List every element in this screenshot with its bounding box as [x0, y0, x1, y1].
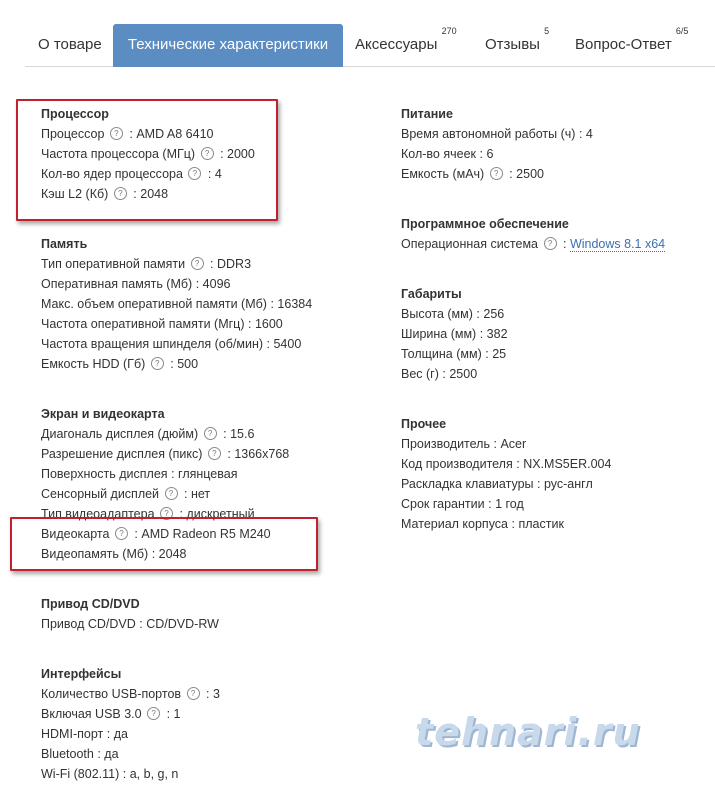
spec-value: CD/DVD-RW [146, 617, 219, 631]
spec-label: Срок гарантии [401, 497, 485, 511]
spec-separator: : [537, 477, 541, 491]
spec-value: 2500 [449, 367, 478, 381]
help-icon[interactable]: ? [165, 487, 178, 500]
spec-row [401, 454, 715, 474]
spec-separator: : [516, 457, 520, 471]
spec-section [401, 214, 715, 254]
spec-section-title: Прочее [401, 417, 447, 431]
spec-value: дискретный [186, 507, 255, 521]
spec-separator: : [562, 237, 567, 251]
spec-separator: : [442, 367, 446, 381]
spec-row [41, 704, 371, 724]
help-icon[interactable]: ? [147, 707, 160, 720]
help-icon[interactable]: ? [191, 257, 204, 270]
spec-value: 500 [177, 357, 199, 371]
spec-row [401, 234, 715, 254]
spec-separator: : [171, 467, 175, 481]
spec-label: Кол-во ядер процессора [41, 167, 183, 181]
spec-separator: : [97, 747, 101, 761]
spec-value: 1 год [495, 497, 524, 511]
spec-label: Сенсорный дисплей [41, 487, 160, 501]
spec-separator: : [184, 487, 188, 501]
spec-row [41, 504, 371, 524]
spec-value: 3 [212, 687, 220, 701]
spec-row [401, 344, 715, 364]
spec-section-title: Привод CD/DVD [41, 597, 140, 611]
spec-value: 15.6 [230, 427, 255, 441]
spec-label: Вес (г) [401, 367, 439, 381]
spec-row [41, 354, 371, 374]
tab-reviews[interactable] [485, 24, 549, 66]
spec-value: 4 [214, 167, 222, 181]
spec-value: рус-англ [543, 477, 593, 491]
spec-row [41, 164, 371, 184]
help-icon[interactable]: ? [187, 687, 200, 700]
spec-row [41, 724, 371, 744]
spec-label: Раскладка клавиатуры [401, 477, 534, 491]
spec-separator: : [479, 147, 483, 161]
tab-label: О товаре [38, 36, 102, 53]
spec-row [41, 444, 371, 464]
spec-label: Оперативная память (Мб) [41, 277, 193, 291]
help-icon[interactable]: ? [114, 187, 127, 200]
spec-label: Поверхность дисплея [41, 467, 168, 481]
spec-value: 256 [483, 307, 505, 321]
spec-separator: : [106, 727, 111, 741]
spec-separator: : [578, 127, 583, 141]
spec-value: 4096 [202, 277, 231, 291]
spec-section-title: Интерфейсы [41, 667, 122, 681]
spec-value: 25 [492, 347, 507, 361]
spec-value: a, b, g, n [129, 767, 179, 781]
spec-value: 1600 [254, 317, 283, 331]
spec-separator: : [493, 437, 497, 451]
spec-value: пластик [518, 517, 564, 531]
spec-label: Ширина (мм) [401, 327, 477, 341]
spec-label: Wi-Fi (802.11) [41, 767, 120, 781]
spec-row [401, 124, 715, 144]
spec-label: Макс. объем оперативной памяти (Мб) [41, 297, 267, 311]
spec-value: 4 [585, 127, 593, 141]
spec-row [41, 614, 371, 634]
spec-label: Частота процессора (МГц) [41, 147, 196, 161]
spec-value: 2048 [140, 187, 169, 201]
spec-separator: : [179, 507, 183, 521]
spec-separator: : [195, 277, 200, 291]
spec-label: Количество USB-портов [41, 687, 182, 701]
spec-separator: : [488, 497, 492, 511]
spec-section-title: Память [41, 237, 88, 251]
spec-separator: : [476, 307, 480, 321]
spec-label: HDMI-порт [41, 727, 104, 741]
spec-section [41, 234, 371, 374]
spec-separator: : [151, 547, 156, 561]
spec-value: да [113, 727, 128, 741]
spec-label: Видеопамять (Мб) [41, 547, 149, 561]
spec-separator: : [485, 347, 489, 361]
spec-value: 6 [486, 147, 494, 161]
spec-value: 5400 [273, 337, 302, 351]
spec-row [41, 484, 371, 504]
spec-section [41, 594, 371, 634]
spec-label: Толщина (мм) [401, 347, 482, 361]
spec-label: Тип видеоадаптера [41, 507, 155, 521]
help-icon[interactable]: ? [201, 147, 214, 160]
spec-label: Операционная система [401, 237, 539, 251]
spec-separator: : [207, 167, 212, 181]
spec-row [41, 544, 371, 564]
tab-count-badge: 5 [544, 26, 550, 36]
spec-label: Частота вращения шпинделя (об/мин) [41, 337, 264, 351]
spec-row [41, 764, 371, 784]
spec-value: нет [190, 487, 211, 501]
spec-value: AMD Radeon R5 M240 [141, 527, 271, 541]
spec-row [41, 314, 371, 334]
spec-row [401, 474, 715, 494]
spec-separator: : [210, 257, 214, 271]
help-icon[interactable]: ? [151, 357, 164, 370]
spec-separator: : [166, 707, 171, 721]
spec-section [401, 284, 715, 384]
tab-count-badge: 6/5 [675, 26, 689, 36]
spec-value: 2000 [227, 147, 255, 161]
spec-row [41, 274, 371, 294]
spec-label: Bluetooth [41, 747, 94, 761]
spec-section-title: Процессор [41, 107, 109, 121]
help-icon[interactable]: ? [188, 167, 201, 180]
spec-row [41, 184, 371, 204]
spec-value: DDR3 [217, 257, 252, 271]
tab-label: Отзывы [485, 36, 540, 53]
spec-value: Acer [500, 437, 527, 451]
spec-row [401, 304, 715, 324]
spec-value: 1366x768 [234, 447, 290, 461]
spec-section [401, 414, 715, 534]
spec-separator: : [270, 297, 274, 311]
spec-separator: : [122, 767, 127, 781]
spec-row [401, 144, 715, 164]
spec-row [401, 494, 715, 514]
spec-separator: : [509, 167, 513, 181]
spec-row [41, 744, 371, 764]
help-icon[interactable]: ? [490, 167, 503, 180]
spec-row [41, 254, 371, 274]
spec-label: Материал корпуса [401, 517, 509, 531]
spec-label: Разрешение дисплея (пикс) [41, 447, 203, 461]
spec-separator: : [266, 337, 270, 351]
spec-separator: : [511, 517, 515, 531]
tab-label: Технические характеристики [127, 36, 329, 53]
spec-section-title: Экран и видеокарта [41, 407, 165, 421]
spec-section-title: Габариты [401, 287, 462, 301]
spec-row [401, 364, 715, 384]
spec-separator: : [139, 617, 143, 631]
tab-count-badge: 270 [441, 26, 457, 36]
watermark-logo: tehnari.ru [415, 710, 641, 754]
spec-label: Высота (мм) [401, 307, 473, 321]
spec-label: Процессор [41, 127, 105, 141]
help-icon[interactable]: ? [204, 427, 217, 440]
spec-section-title: Программное обеспечение [401, 217, 569, 231]
spec-section [41, 664, 371, 784]
spec-separator: : [170, 357, 174, 371]
spec-section [41, 104, 371, 204]
spec-value: да [104, 747, 119, 761]
help-icon[interactable]: ? [110, 127, 123, 140]
tab-bar [25, 24, 715, 67]
spec-value: 2500 [516, 167, 544, 181]
spec-label: Кэш L2 (Кб) [41, 187, 109, 201]
spec-separator: : [247, 317, 252, 331]
spec-row [41, 124, 371, 144]
spec-section [41, 404, 371, 564]
tab-questions-answers[interactable] [575, 24, 688, 66]
os-link[interactable]: Windows 8.1 x64 [569, 237, 666, 251]
spec-row [41, 424, 371, 444]
spec-row [401, 324, 715, 344]
spec-label: Включая USB 3.0 [41, 707, 142, 721]
spec-row [41, 144, 371, 164]
spec-separator: : [134, 527, 138, 541]
spec-section [401, 104, 715, 184]
spec-label: Частота оперативной памяти (Мгц) [41, 317, 245, 331]
spec-row [401, 434, 715, 454]
tab-label: Вопрос-Ответ [575, 36, 672, 53]
spec-value: глянцевая [178, 467, 238, 481]
spec-row [41, 294, 371, 314]
spec-separator: : [223, 427, 227, 441]
spec-value: 16384 [277, 297, 313, 311]
help-icon[interactable]: ? [544, 237, 557, 250]
help-icon[interactable]: ? [160, 507, 173, 520]
spec-separator: : [129, 127, 133, 141]
spec-label: Время автономной работы (ч) [401, 127, 576, 141]
spec-separator: : [220, 147, 224, 161]
spec-separator: : [133, 187, 137, 201]
spec-label: Диагональ дисплея (дюйм) [41, 427, 199, 441]
spec-label: Производитель [401, 437, 490, 451]
spec-separator: : [206, 687, 210, 701]
help-icon[interactable]: ? [208, 447, 221, 460]
spec-label: Емкость HDD (Гб) [41, 357, 146, 371]
spec-label: Кол-во ячеек [401, 147, 476, 161]
spec-value: 382 [486, 327, 508, 341]
tab-label: Аксессуары [355, 36, 438, 53]
spec-value: 2048 [158, 547, 187, 561]
spec-label: Видеокарта [41, 527, 110, 541]
spec-row [41, 464, 371, 484]
spec-row [41, 684, 371, 704]
tab-specifications[interactable] [113, 24, 343, 67]
spec-label: Код производителя [401, 457, 513, 471]
tab-accessories[interactable] [355, 24, 457, 66]
spec-row [41, 524, 371, 544]
spec-value: NX.MS5ER.004 [523, 457, 612, 471]
tab-about-product[interactable] [38, 24, 102, 66]
spec-value: 1 [173, 707, 181, 721]
spec-row [401, 514, 715, 534]
spec-value: AMD A8 6410 [136, 127, 214, 141]
spec-label: Тип оперативной памяти [41, 257, 186, 271]
spec-label: Емкость (мАч) [401, 167, 485, 181]
spec-label: Привод CD/DVD [41, 617, 136, 631]
spec-separator: : [227, 447, 231, 461]
spec-separator: : [479, 327, 484, 341]
help-icon[interactable]: ? [115, 527, 128, 540]
spec-row [41, 334, 371, 354]
spec-section-title: Питание [401, 107, 453, 121]
spec-row [401, 164, 715, 184]
